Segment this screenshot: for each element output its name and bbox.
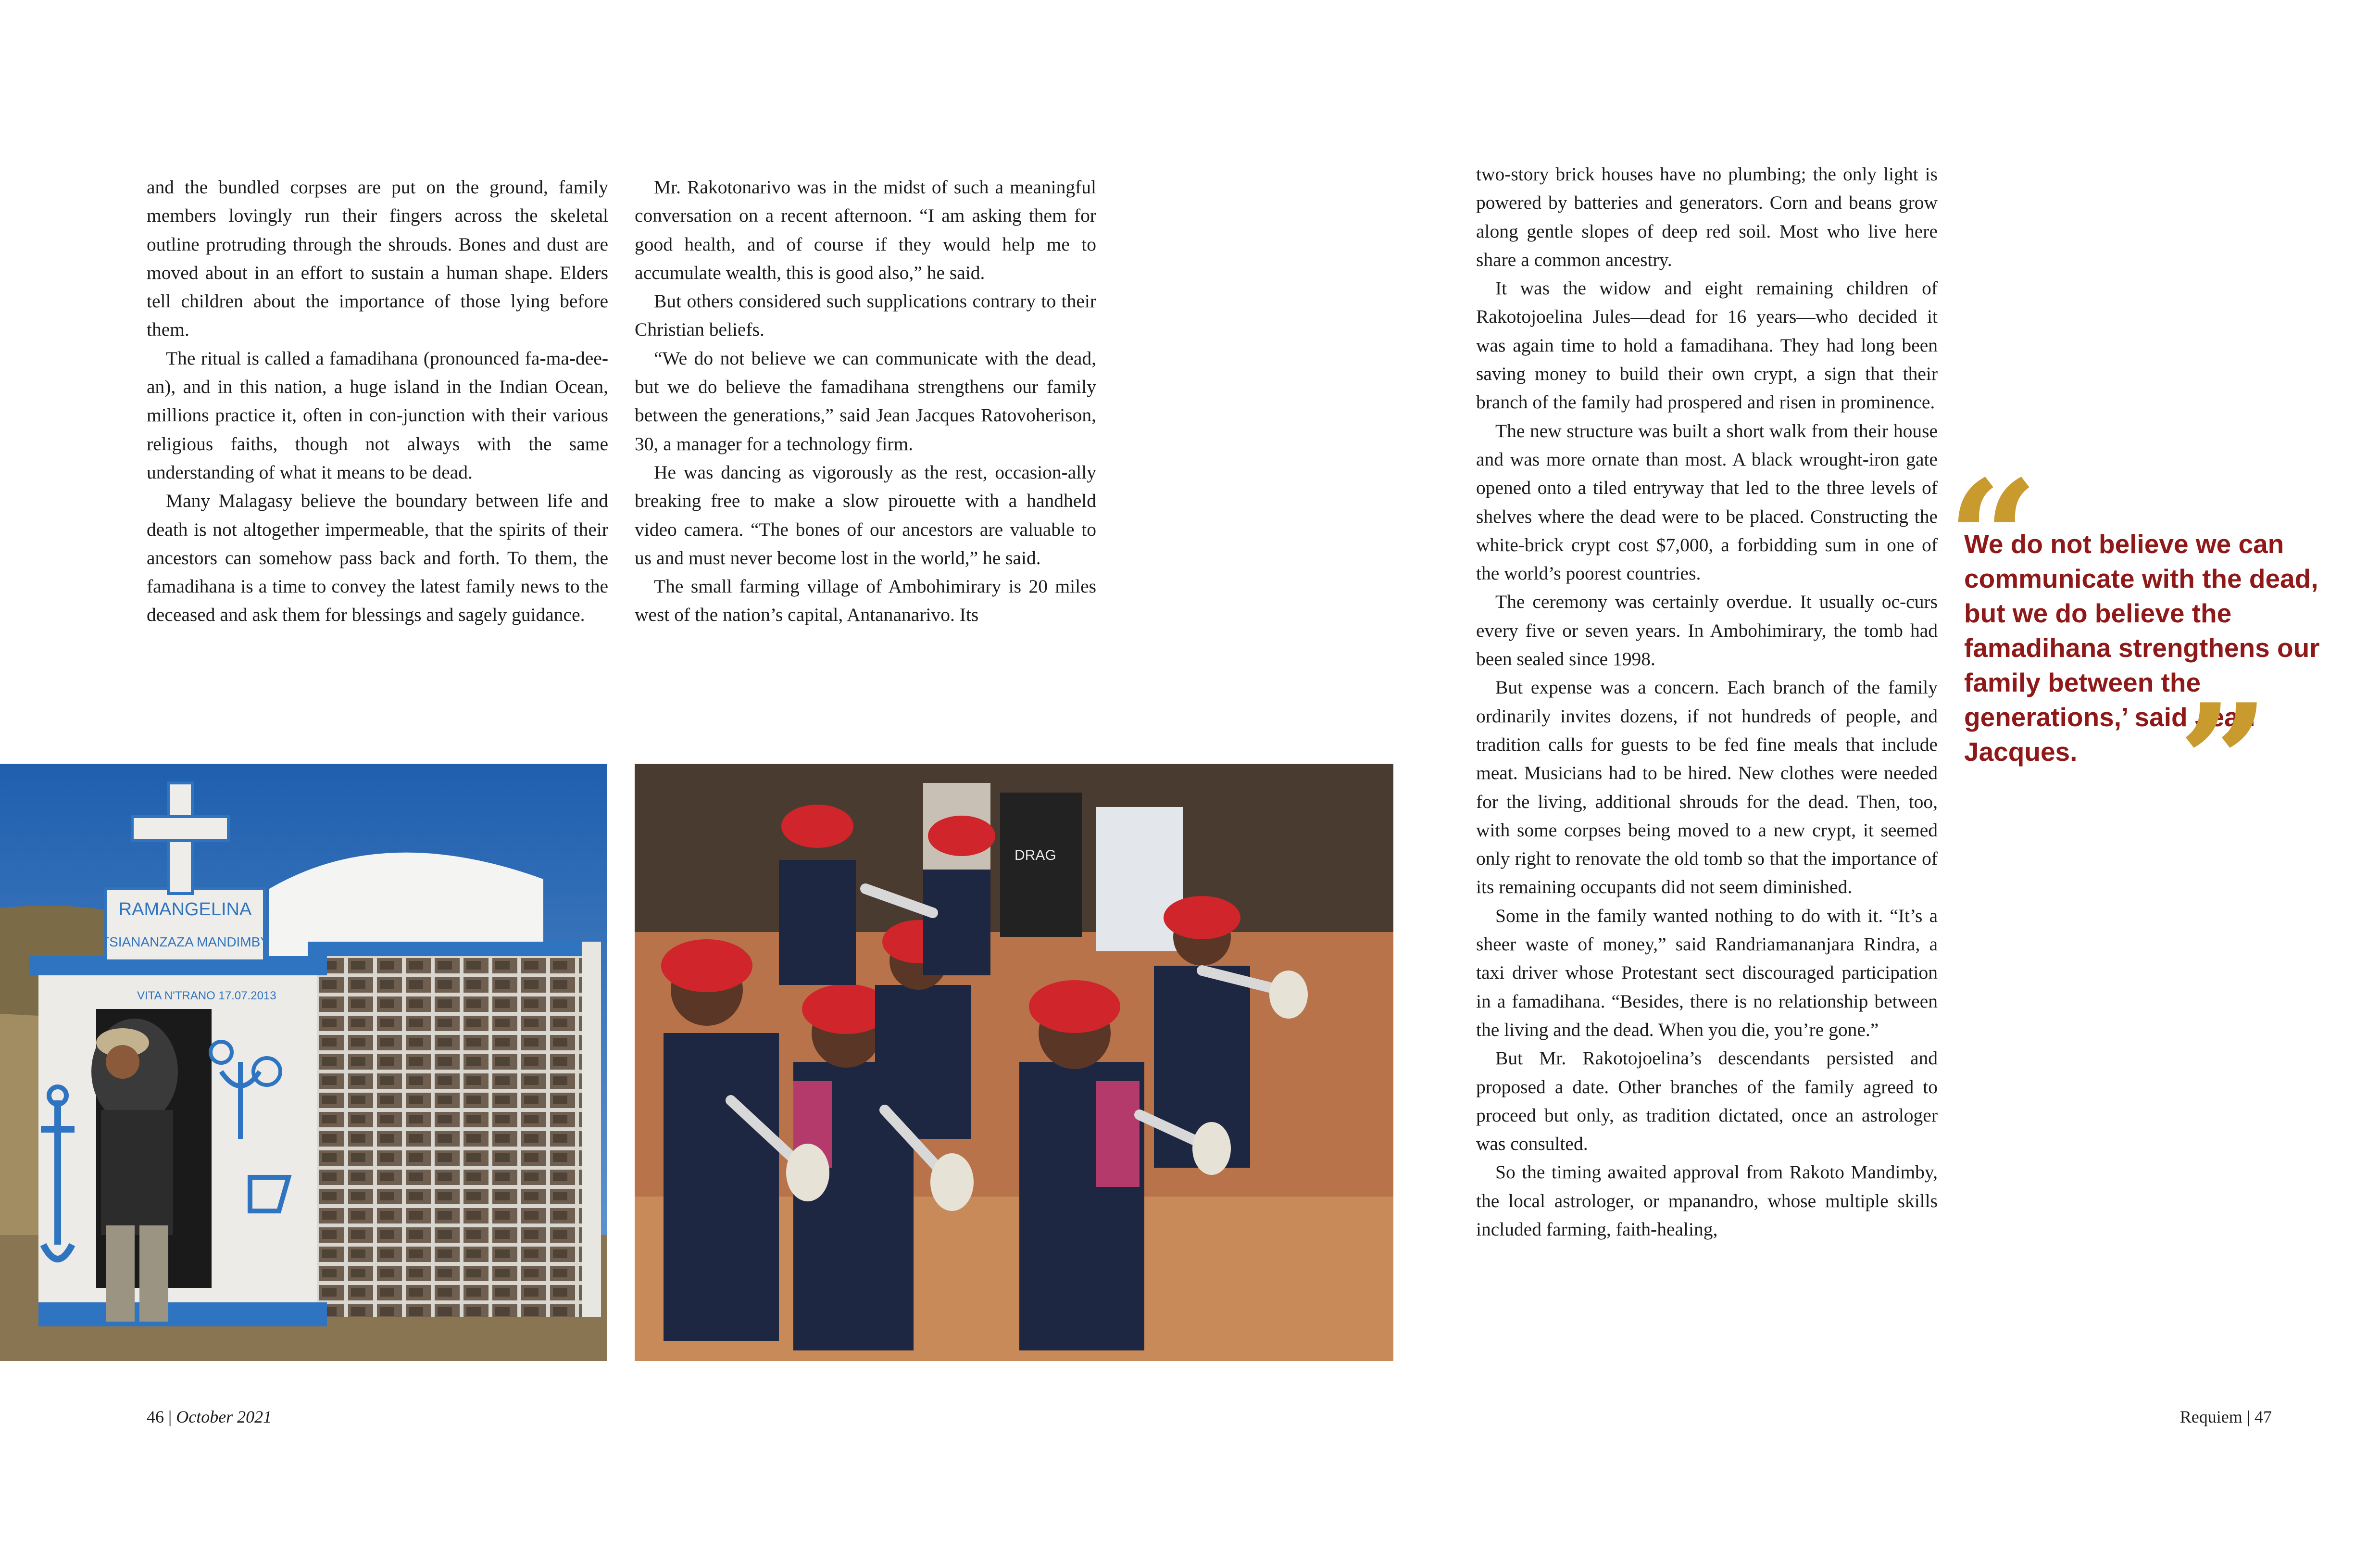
close-quote-mark: ” [2178,669,2269,856]
tomb-sign-top: RAMANGELINA [118,899,252,920]
pull-quote: We do not believe we can communicate with the dead, but we do believe the famadihana strengthens our family between the generations,’ said Jean Jacques. [1964,529,2320,767]
paragraph: But Mr. Rakotojoelina’s descendants persisted and proposed a date. Other branches of the family agreed to proceed but only, as tradition dictated, once an astrologer was consulted. [1476,1047,1938,1155]
page-number-right: 47 [2255,1407,2272,1426]
paragraph: The ritual is called a famadihana (pronounced fa-ma-dee-an), and in this nation, a huge island in the Indian Ocean, millions practice it, often in con-junction with their various religious faiths, though not always with the same understanding of what it means to be dead. [147,347,608,483]
section-name: Requiem [2180,1407,2242,1426]
issue-date: October 2021 [176,1407,272,1426]
tomb-inscription: VITA N'TRANO 17.07.2013 [137,989,276,1002]
paragraph: But expense was a concern. Each branch of the family ordinarily invites dozens, if not hundreds of people, and tradition calls for guests to be fed fine meals that include meat. Musicians had to be hired. New clothes were needed for the living, additional shrouds for the dead. Then, too, with some corpses being moved to a new crypt, it seemed only right to renovate the old tomb so that the importance of its remaining occupants did not seem diminished. [1476,677,1938,898]
tomb-photo [0,764,607,1361]
open-quote-mark: “ [1947,445,2039,632]
folio-right [2180,1407,2272,1427]
paragraph: and the bundled corpses are put on the ground, family members lovingly run their fingers across the skeletal outline protruding through the shrouds. Bones and dust are moved about in an effort to sustain a human shape. Elders tell children about the importance of those lying before them. [147,177,608,340]
paragraph: Many Malagasy believe the boundary between life and death is not altogether impermeable, that the spirits of their ancestors can somehow pass back and forth. To them, the famadihana is a time to convey the latest family news to the deceased and ask them for blessings and sagely guidance. [147,490,608,626]
folio-separator: | [168,1407,172,1426]
paragraph: The new structure was built a short walk from their house and was more ornate than most. A black wrought-iron gate opened onto a tiled entryway that led to the three levels of shelves where the dead were to be placed. Constructing the white-brick crypt cost $7,000, a forbidding sum in one of the world’s poorest countries. [1476,420,1938,584]
tomb-sign-bottom: TSIANANZAZA MANDIMBY [100,934,270,949]
paragraph: It was the widow and eight remaining children of Rakotojoelina Jules—dead for 16 years—who decided it was again time to hold a famadihana. They had long been saving money to build their own crypt, a sign that their branch of the family had prospered and risen in prominence. [1476,277,1938,413]
paragraph: He was dancing as vigorously as the rest, occasion-ally breaking free to make a slow pirouette with a handheld video camera. “The bones of our ancestors are valuable to us and must never become lost in the world,” he said. [635,461,1096,568]
folio-left [147,1407,272,1427]
paragraph: Some in the family wanted nothing to do with it. “It’s a sheer waste of money,” said Randriamananjara Rindra, a taxi driver whose Protestant sect discouraged participation in a famadihana. “Besides, there is no relationship between the living and the dead. When you die, you’re gone.” [1476,905,1938,1040]
shirt-text: DRAG [1015,847,1056,863]
paragraph: So the timing awaited approval from Rakoto Mandimby, the local astrologer, or mpanandro, whose multiple skills included farming, faith-healing, [1476,1161,1938,1240]
page-number-left: 46 [147,1407,164,1426]
article-column-3 [1476,160,1938,1244]
paragraph: “We do not believe we can communicate with the dead, but we do believe the famadihana strengthens our family between the generations,” said Jean Jacques Ratovoherison, 30, a manager for a technology firm. [635,347,1096,454]
folio-separator: | [2246,1407,2250,1426]
article-column-2 [635,173,1096,630]
paragraph: Mr. Rakotonarivo was in the midst of such a meaningful conversation on a recent afternoon. “I am asking them for good health, and of course if they would help me to accumulate wealth, this is good also,” he said. [635,177,1096,283]
article-column-1 [147,173,608,630]
paragraph: The small farming village of Ambohimirary is 20 miles west of the nation’s capital, Antananarivo. Its [635,576,1096,626]
paragraph: two-story brick houses have no plumbing; the only light is powered by batteries and generators. Corn and beans grow along gentle slopes of deep red soil. Most who live here share a common ancestry. [1476,164,1938,270]
paragraph: But others considered such supplications contrary to their Christian beliefs. [635,290,1096,340]
brass-band-photo [635,764,1393,1361]
paragraph: The ceremony was certainly overdue. It usually oc-curs every five or seven years. In Ambohimirary, the tomb had been sealed since 1998. [1476,591,1938,670]
